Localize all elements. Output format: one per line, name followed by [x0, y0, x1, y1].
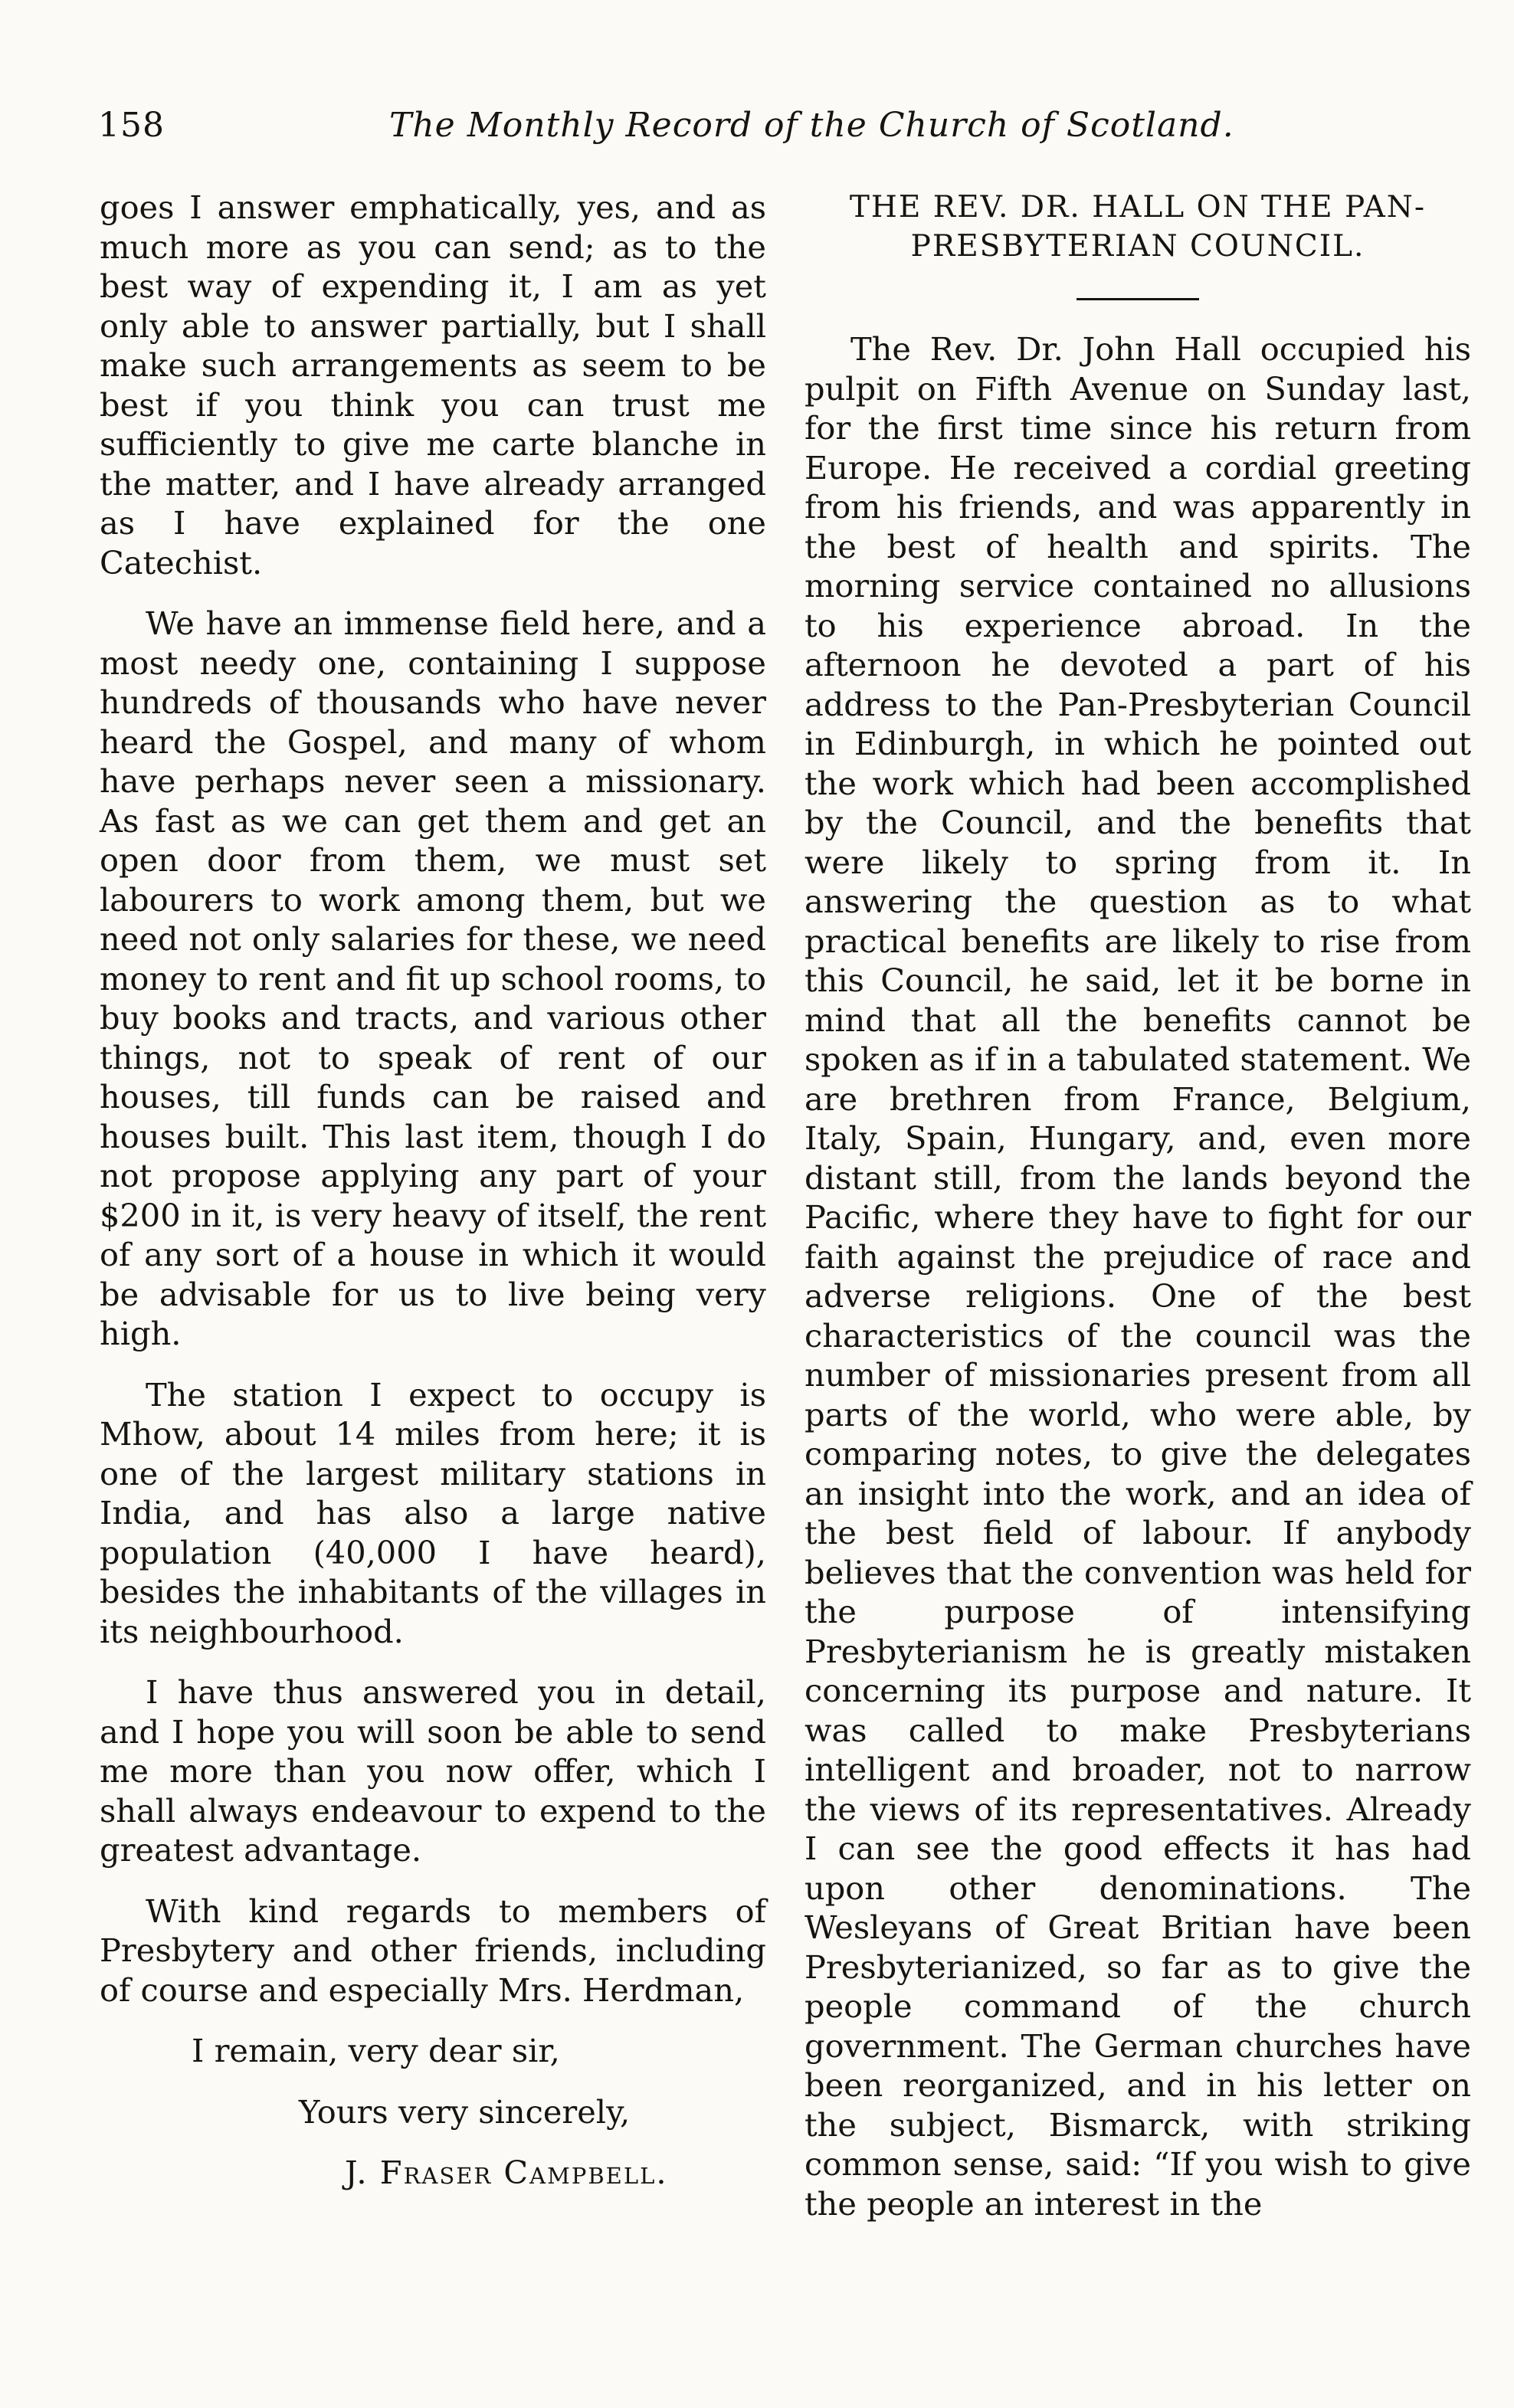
article-title: THE REV. DR. HALL ON THE PAN-PRESBYTERIAN COUNCIL. — [849, 190, 1427, 264]
letter-closing: I remain, very dear sir, — [192, 2032, 560, 2069]
title-rule — [1077, 298, 1199, 300]
running-title: The Monthly Record of the Church of Scotland. — [389, 106, 1234, 145]
left-column — [100, 188, 766, 2193]
letter-paragraph-5: With kind regards to members of Presbytery and other friends, including of course and especially Mrs. Herdman, — [100, 1892, 766, 2009]
page-number: 158 — [98, 106, 165, 145]
right-column — [805, 188, 1471, 2223]
letter-paragraph-4: I have thus answered you in detail, and I hope you will soon be able to send me more than you now offer, which I shall always endeavour to expend to the greatest advantage. — [100, 1673, 766, 1869]
letter-paragraph-3: The station I expect to occupy is Mhow, about 14 miles from here; it is one of the largest military stations in India, and has also a large native population (40,000 I have heard), besides the inhabitants of the villages in its neighbourhood. — [100, 1375, 766, 1650]
running-head — [98, 106, 1462, 152]
letter-valediction: Yours very sincerely, — [299, 2092, 631, 2131]
letter-paragraph-2: We have an immense field here, and a most needy one, containing I suppose hundreds of thousands who have never heard the Gospel, and many of whom have perhaps never seen a missionary. As fast as we can get them and get an open door from them, we must set labourers to work among them, but we need not only salaries for these, we need money to rent and fit up school rooms, to buy books and tracts, and various other things, not to speak of rent of our houses, till funds can be raised and houses built. This last item, though I do not propose applying any part of your $200 in it, is very heavy of itself, the rent of any sort of a house in which it would be advisable for us to live being very high. — [100, 604, 766, 1352]
article-body: The Rev. Dr. John Hall occupied his pulpit on Fifth Avenue on Sunday last, for the first time since his return from Europe. He received a cordial greeting from his friends, and was apparently in the best of health and spirits. The morning service contained no allusions to his experience abroad. In the afternoon he devoted a part of his address to the Pan-Presbyterian Council in Edinburgh, in which he pointed out the work which had been accomplished by the Council, and the benefits that were likely to spring from it. In answering the question as to what practical benefits are likely to rise from this Council, he said, let it be borne in mind that all the benefits cannot be spoken as if in a tabulated statement. We are brethren from France, Belgium, Italy, Spain, Hungary, and, even more distant still, from the lands beyond the Pacific, where they have to fight for our faith against the prejudice of race and adverse religions. One of the best characteristics of the council was the number of missionaries present from all parts of the world, who were able, by comparing notes, to give the delegates an insight into the work, and an idea of the best field of labour. If anybody believes that the convention was held for the purpose of intensifying Presbyterianism he is greatly mistaken concerning its purpose and nature. It was called to make Presbyterians intelligent and broader, not to narrow the views of its representatives. Already I can see the good effects it has had upon other denominations. The Wesleyans of Great Britian have been Presbyterianized, so far as to give the people command of the church government. The German churches have been reorganized, and in his letter on the subject, Bismarck, with striking common sense, said: “If you wish to give the people an interest in the — [805, 330, 1471, 2223]
letter-paragraph-1: goes I answer emphatically, yes, and as much more as you can send; as to the best way of expending it, I am as yet only able to answer partially, but I shall make such arrangements as seem to be best if you think you can trust me sufficiently to give me carte blanche in the matter, and I have already arranged as I have explained for the one Catechist. — [100, 188, 766, 582]
letter-signature: J. Fraser Campbell. — [345, 2154, 668, 2191]
